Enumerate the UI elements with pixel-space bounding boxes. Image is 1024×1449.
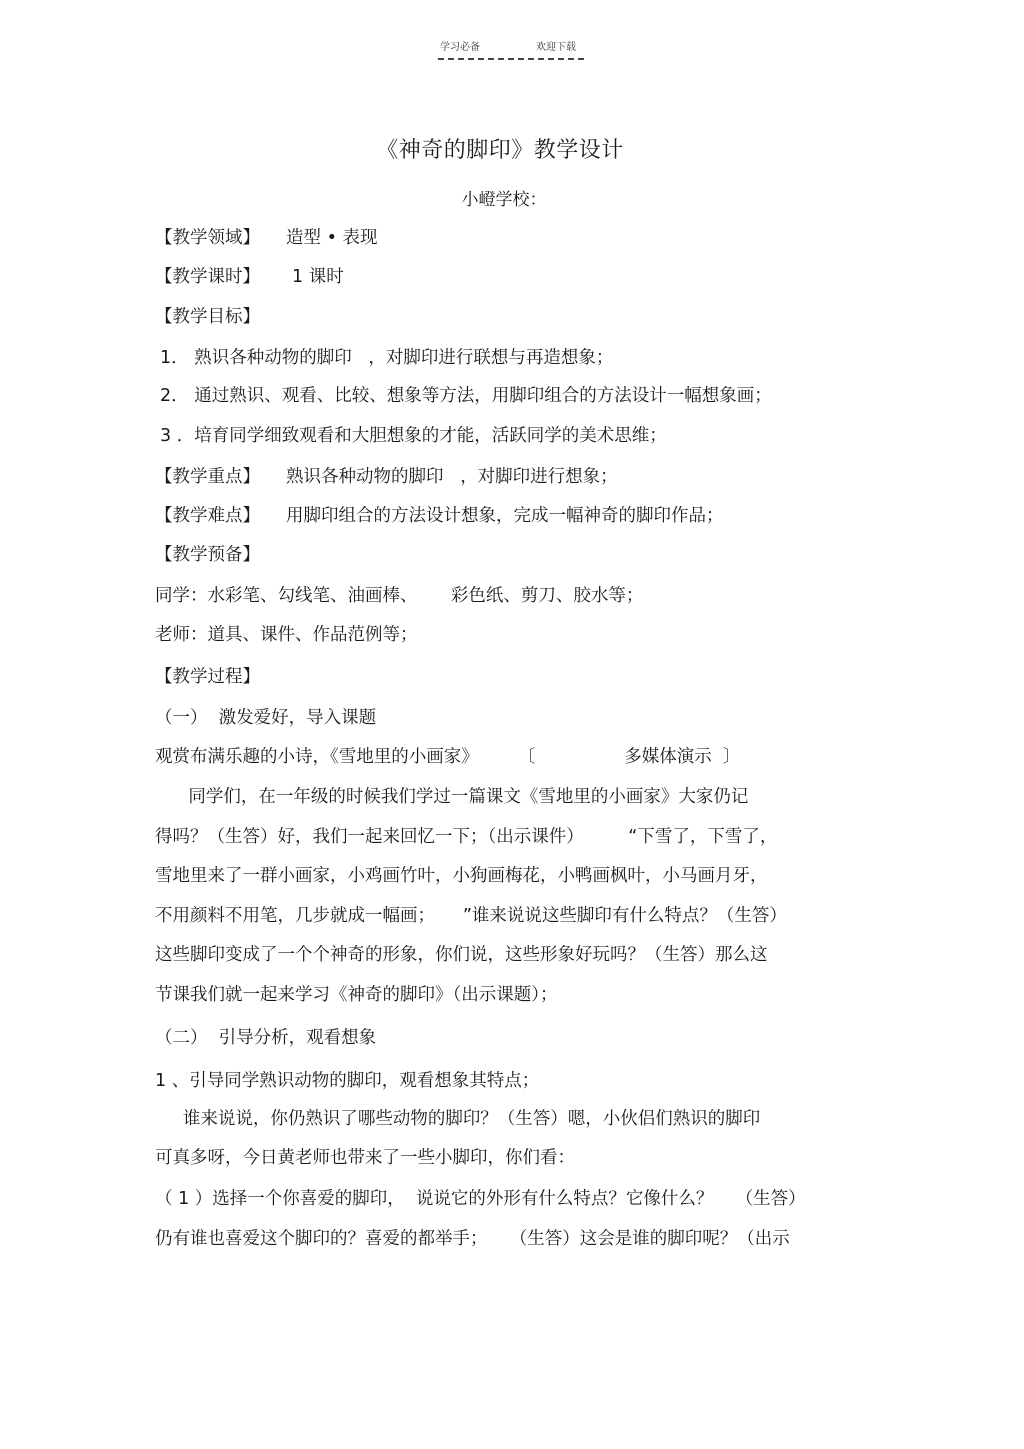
field-value: 熟识各种动物的脚印 ，对脚印进行想象； bbox=[286, 467, 618, 487]
objective-2: 2． 通过熟识、观看、比较、想象等方法，用脚印组合的方法设计一幅想象画； bbox=[160, 386, 772, 406]
paragraph-line: 得吗？（生答）好，我们一起来回忆一下；（出示课件） “下雪了，下雪了， bbox=[155, 827, 778, 847]
paragraph-line: 可真多呀，今日黄老师也带来了一些小脚印，你们看： bbox=[155, 1148, 575, 1168]
field-label: 【教学过程】 bbox=[155, 667, 260, 687]
field-value: 用脚印组合的方法设计想象，完成一幅神奇的脚印作品； bbox=[286, 506, 724, 526]
paragraph-line: （ 1 ）选择一个你喜爱的脚印， 说说它的外形有什么特点？它像什么？ （生答） bbox=[155, 1189, 806, 1209]
preparation-students: 同学：水彩笔、勾线笔、油画棒、 彩色纸、剪刀、胶水等； bbox=[155, 586, 644, 606]
field-label: 【教学难点】 bbox=[155, 506, 260, 526]
document-title: 《神奇的脚印》教学设计 bbox=[376, 138, 624, 163]
header-left-text: 学习必备 bbox=[440, 42, 480, 53]
paragraph-line: 观赏布满乐趣的小诗，《雪地里的小画家》 〔 多媒体演示 〕 bbox=[155, 747, 741, 767]
paragraph-line: 不用颜料不用笔，几步就成一幅画； ”谁来说说这些脚印有什么特点？（生答） bbox=[155, 906, 787, 926]
field-label: 【教学课时】 bbox=[155, 267, 260, 287]
paragraph-line: 节课我们就一起来学习《神奇的脚印》（出示课题）； bbox=[155, 985, 558, 1005]
paragraph-line: 仍有谁也喜爱这个脚印的？喜爱的都举手； （生答）这会是谁的脚印呢？（出示 bbox=[155, 1229, 790, 1249]
paragraph-line: 谁来说说，你仍熟识了哪些动物的脚印？（生答）嗯，小伙侣们熟识的脚印 bbox=[155, 1109, 761, 1129]
paragraph-line: 同学们，在一年级的时候我们学过一篇课文《雪地里的小画家》大家仍记 bbox=[155, 787, 749, 807]
section-heading-2: （二） 引导分析，观看想象 bbox=[155, 1028, 377, 1048]
field-value: 1 课时 bbox=[292, 267, 344, 287]
field-objectives bbox=[155, 305, 260, 329]
paragraph-line: 雪地里来了一群小画家，小鸡画竹叶，小狗画梅花，小鸭画枫叶，小马画月牙， bbox=[155, 866, 768, 886]
field-label: 【教学预备】 bbox=[155, 545, 260, 565]
preparation-teacher: 老师：道具、课件、作品范例等； bbox=[155, 625, 418, 645]
field-value: 造型 • 表现 bbox=[286, 228, 378, 248]
paragraph-line: 这些脚印变成了一个个神奇的形象，你们说，这些形象好玩吗？（生答）那么这 bbox=[155, 945, 768, 965]
objective-1: 1． 熟识各种动物的脚印 ，对脚印进行联想与再造想象； bbox=[160, 348, 614, 368]
field-domain bbox=[155, 226, 377, 250]
field-hours bbox=[155, 265, 344, 289]
header-right-text: 欢迎下载 bbox=[536, 42, 576, 53]
field-difficulties bbox=[155, 504, 724, 528]
field-process bbox=[155, 665, 260, 689]
field-preparation bbox=[155, 543, 260, 567]
field-key-points bbox=[155, 465, 618, 489]
field-label: 【教学领域】 bbox=[155, 228, 260, 248]
header-divider bbox=[438, 58, 584, 60]
section-heading-1: （一） 激发爱好，导入课题 bbox=[155, 708, 377, 728]
field-label: 【教学目标】 bbox=[155, 307, 260, 327]
document-subtitle: 小嶝学校： bbox=[461, 190, 547, 210]
field-label: 【教学重点】 bbox=[155, 467, 260, 487]
paragraph-line: 1 、引导同学熟识动物的脚印，观看想象其特点； bbox=[155, 1071, 540, 1091]
objective-3: 3 ．培育同学细致观看和大胆想象的才能，活跃同学的美术思维； bbox=[160, 426, 667, 446]
